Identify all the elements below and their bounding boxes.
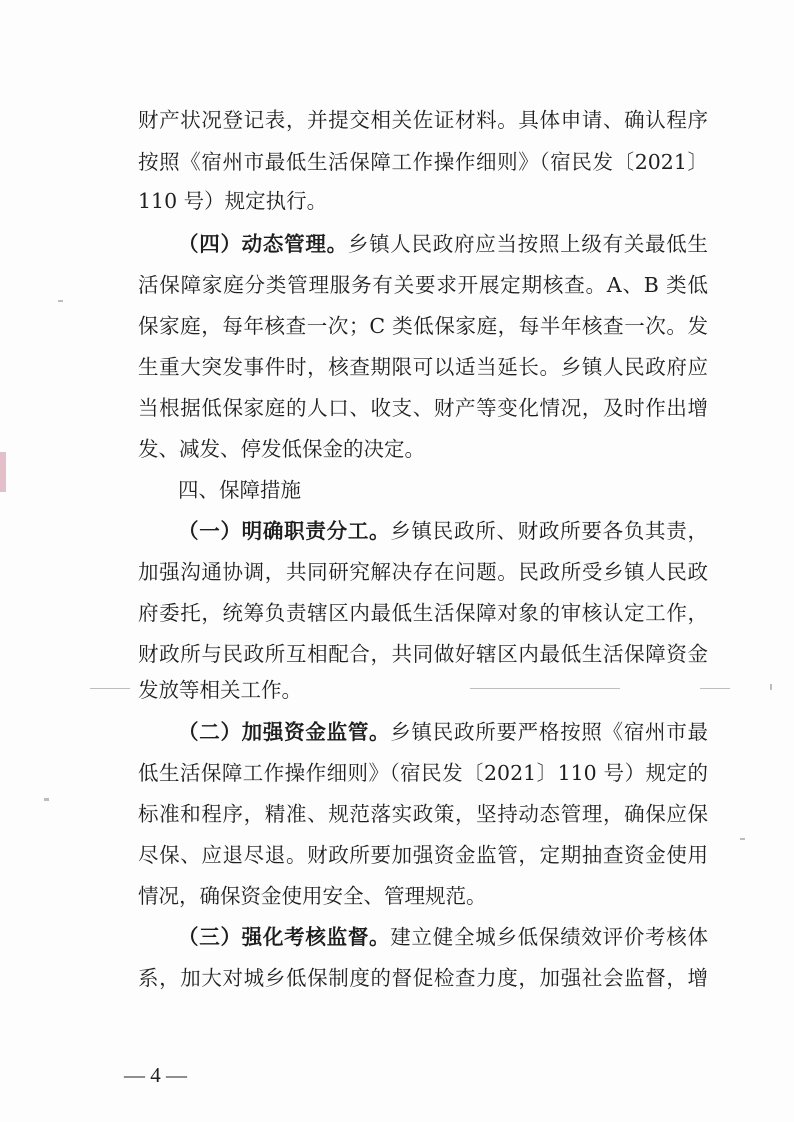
paragraph-line: 发、减发、停发低保金的决定。 [138,437,425,461]
page-number: — 4 — [124,1063,187,1087]
paragraph-line: 当根据低保家庭的人口、收支、财产等变化情况，及时作出增 [138,396,708,420]
paragraph-line: 标准和程序，精准、规范落实政策，坚持动态管理，确保应保 [138,802,708,826]
scan-mark [740,838,745,840]
edge-mark [0,452,6,492]
paragraph-line: 府委托，统筹负责辖区内最低生活保障对象的审核认定工作， [138,601,708,625]
paragraph-line: 按照《宿州市最低生活保障工作操作细则》（宿民发〔2021〕 [138,150,708,174]
section-first-line [178,514,708,548]
paragraph-line: 低生活保障工作操作细则》（宿民发〔2021〕110 号）规定的 [138,761,708,785]
paragraph-line: 活保障家庭分类管理服务有关要求开展定期核查。A、B 类低 [138,273,708,297]
paragraph-line: 110 号）规定执行。 [138,189,328,213]
paragraph-line: 发放等相关工作。 [138,678,302,702]
scan-mark [44,798,49,801]
section-text: 乡镇民政所要严格按照《宿州市最 [390,720,709,744]
section-heading: 四、保障措施 [178,478,301,502]
section-text: 建立健全城乡低保绩效评价考核体 [390,925,709,949]
section-text: 乡镇人民政府应当按照上级有关最低生 [347,232,709,256]
section-title: （一）明确职责分工。 [178,519,391,543]
scan-mark [90,688,130,689]
paragraph-line: 财产状况登记表，并提交相关佐证材料。具体申请、确认程序 [138,108,708,132]
paragraph-line: 系，加大对城乡低保制度的督促检查力度，加强社会监督，增 [138,966,708,990]
paragraph-line: 保家庭，每年核查一次；C 类低保家庭，每半年核查一次。发 [138,314,708,338]
section-first-line [178,715,708,749]
section-title: （二）加强资金监管。 [178,720,391,744]
paragraph-line: 生重大突发事件时，核查期限可以适当延长。乡镇人民政府应 [138,355,708,379]
section-title: （三）强化考核监督。 [178,925,391,949]
paragraph-line: 尽保、应退尽退。财政所要加强资金监管，定期抽查资金使用 [138,843,708,867]
paragraph-line: 财政所与民政所互相配合，共同做好辖区内最低生活保障资金 [138,642,708,666]
paragraph-line: 情况，确保资金使用安全、管理规范。 [138,884,487,908]
section-first-line [178,227,708,261]
scan-mark [770,684,772,690]
section-first-line [178,920,708,954]
section-text: 乡镇民政所、财政所要各负其责， [390,519,709,543]
scan-mark [58,300,63,302]
section-title: （四）动态管理。 [178,232,348,256]
paragraph-line: 加强沟通协调，共同研究解决存在问题。民政所受乡镇人民政 [138,560,708,584]
